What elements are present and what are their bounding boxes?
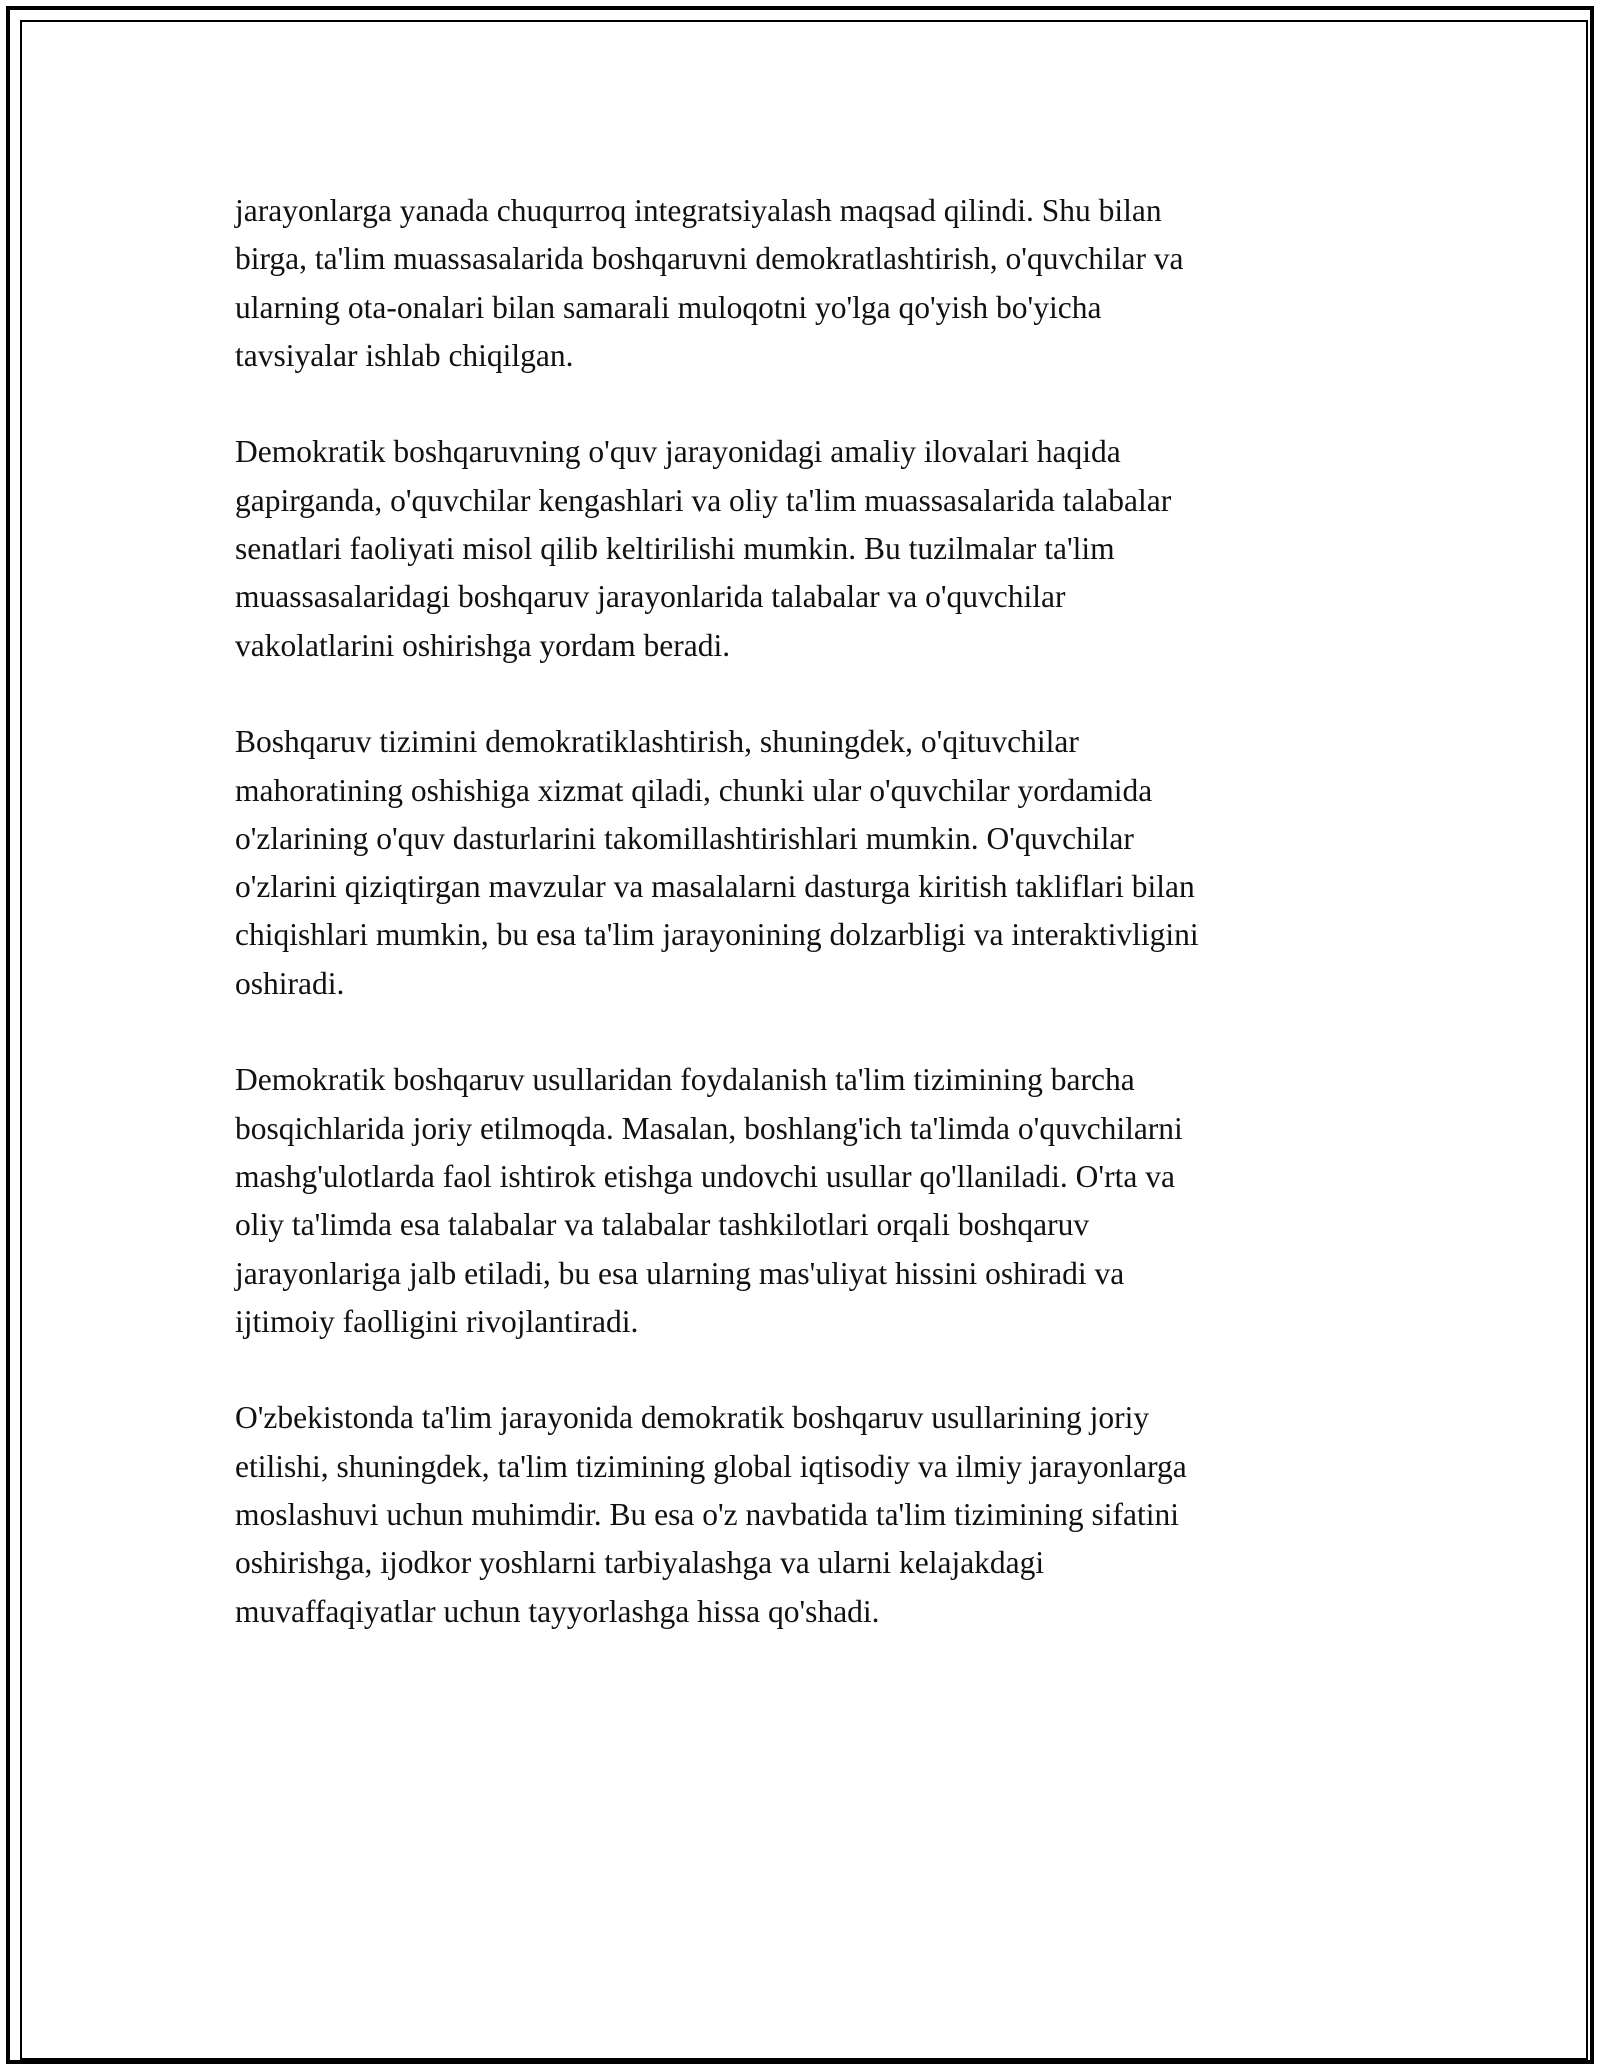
document-body bbox=[235, 187, 1385, 1636]
paragraph-1: jarayonlarga yanada chuqurroq integratsiyalash maqsad qilindi. Shu bilan birga, ta'lim muassasalarida boshqaruvni demokratlashtirish, o'quvchilar va ularning ota-onalari bilan samarali muloqotni yo'lga qo'yish bo'yicha tavsiyalar ishlab chiqilgan. bbox=[235, 193, 1184, 373]
paragraph-2: Demokratik boshqaruvning o'quv jarayonidagi amaliy ilovalari haqida gapirganda, o'quvchilar kengashlari va oliy ta'lim muassasalarida talabalar senatlari faoliyati misol qilib keltirilishi mumkin. Bu tuzilmalar ta'lim muassasalaridagi boshqaruv jarayonlarida talabalar va o'quvchilar vakolatlarini oshirishga yordam beradi. bbox=[235, 434, 1172, 663]
paragraph-3: Boshqaruv tizimini demokratiklashtirish, shuningdek, o'qituvchilar mahoratining oshishiga xizmat qiladi, chunki ular o'quvchilar yordamida o'zlarining o'quv dasturlarini takomillashtirishlari mumkin. O'quvchilar o'zlarini qiziqtirgan mavzular va masalalarni dasturga kiritish takliflari bilan chiqishlari mumkin, bu esa ta'lim jarayonining dolzarbligi va interaktivligini oshiradi. bbox=[235, 724, 1199, 1001]
paragraph-5: O'zbekistonda ta'lim jarayonida demokratik boshqaruv usullarining joriy etilishi, shuningdek, ta'lim tizimining global iqtisodiy va ilmiy jarayonlarga moslashuvi uchun muhimdir. Bu esa o'z navbatida ta'lim tizimining sifatini oshirishga, ijodkor yoshlarni tarbiyalashga va ularni kelajakdagi muvaffaqiyatlar uchun tayyorlashga hissa qo'shadi. bbox=[235, 1400, 1187, 1629]
paragraph-4: Demokratik boshqaruv usullaridan foydalanish ta'lim tizimining barcha bosqichlarida joriy etilmoqda. Masalan, boshlang'ich ta'limda o'quvchilarni mashg'ulotlarda faol ishtirok etishga undovchi usullar qo'llaniladi. O'rta va oliy ta'limda esa talabalar va talabalar tashkilotlari orqali boshqaruv jarayonlariga jalb etiladi, bu esa ularning mas'uliyat hissini oshiradi va ijtimoiy faolligini rivojlantiradi. bbox=[235, 1062, 1183, 1339]
